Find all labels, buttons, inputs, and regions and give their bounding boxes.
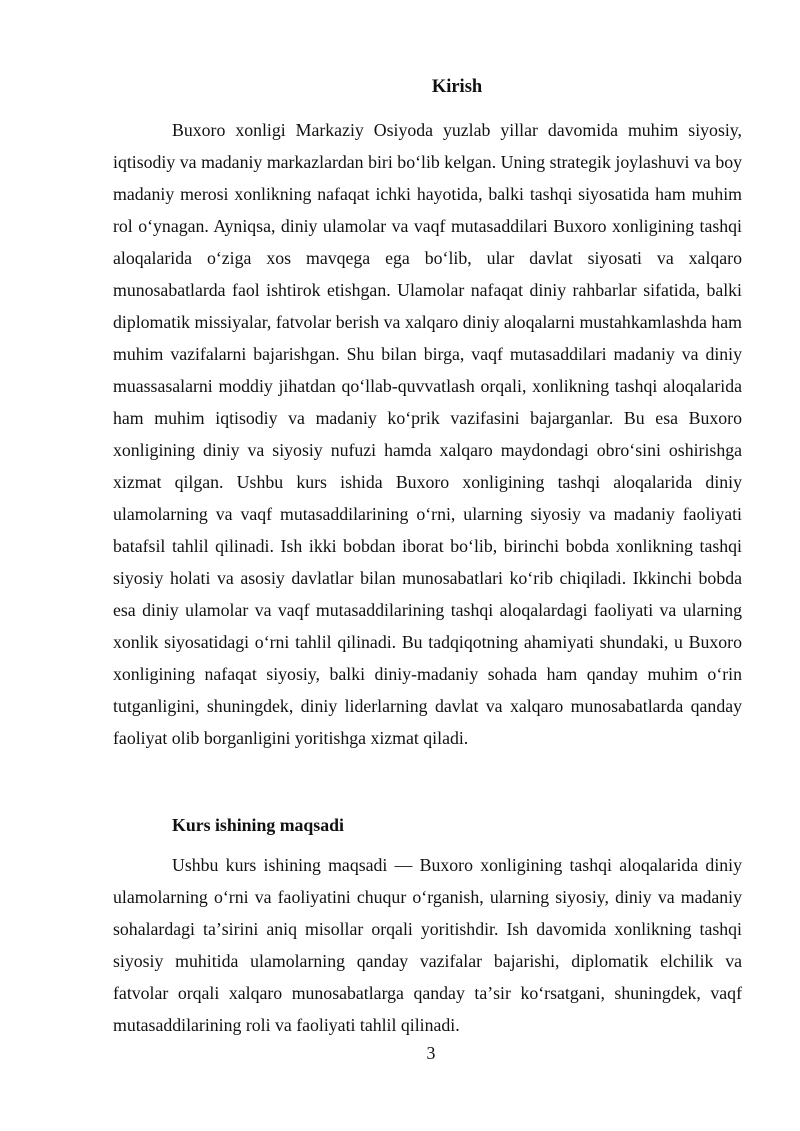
page-number: 3 xyxy=(426,1043,436,1063)
goal-paragraph: Ushbu kurs ishining maqsadi — Buxoro xonligining tashqi aloqalarida diniy ulamolarning oʻrni va faoliyatini chuqur oʻrganish, ularning siyosiy, diniy va madaniy sohalardagi taʼsirini aniq misollar orqali yoritishdir. Ish davomida xonlikning tashqi siyosiy muhitida ulamolarning qanday vazifalar bajarishi, diplomatik elchilik va fatvolar orqali xalqaro munosabatlarga qanday taʼsir koʻrsatgani, shuningdek, vaqf mutasaddilarining roli va faoliyati tahlil qilinadi. xyxy=(113,855,742,1035)
intro-paragraph: Buxoro xonligi Markaziy Osiyoda yuzlab yillar davomida muhim siyosiy, iqtisodiy va madaniy markazlardan biri boʻlib kelgan. Uning strategik joylashuvi va boy madaniy merosi xonlikning nafaqat ichki hayotida, balki tashqi siyosatida ham muhim rol oʻynagan. Ayniqsa, diniy ulamolar va vaqf mutasaddilari Buxoro xonligining tashqi aloqalarida oʻziga xos mavqega ega boʻlib, ular davlat siyosati va xalqaro munosabatlarda faol ishtirok etishgan. Ulamolar nafaqat diniy rahbarlar sifatida, balki diplomatik missiyalar, fatvolar berish va xalqaro diniy aloqalarni mustahkamlashda ham muhim vazifalarni bajarishgan. Shu bilan birga, vaqf mutasaddilari madaniy va diniy muassasalarni moddiy jihatdan qoʻllab-quvvatlash orqali, xonlikning tashqi aloqalarida ham muhim iqtisodiy va madaniy koʻprik vazifasini bajarganlar. Bu esa Buxoro xonligining diniy va siyosiy nufuzi hamda xalqaro maydondagi obroʻsini oshirishga xizmat qilgan. Ushbu kurs ishida Buxoro xonligining tashqi aloqalarida diniy ulamolarning va vaqf mutasaddilarining oʻrni, ularning siyosiy va madaniy faoliyati batafsil tahlil qilinadi. Ish ikki bobdan iborat boʻlib, birinchi bobda xonlikning tashqi siyosiy holati va asosiy davlatlar bilan munosabatlari koʻrib chiqiladi. Ikkinchi bobda esa diniy ulamolar va vaqf mutasaddilarining tashqi aloqalardagi faoliyati va ularning xonlik siyosatidagi oʻrni tahlil qilinadi. Bu tadqiqotning ahamiyati shundaki, u Buxoro xonligining nafaqat siyosiy, balki diniy-madaniy sohada ham qanday muhim oʻrin tutganligini, shuningdek, diniy liderlarning davlat va xalqaro munosabatlarda qanday faoliyat olib borganligini yoritishga xizmat qiladi. xyxy=(113,120,742,748)
section-heading: Kirish xyxy=(431,77,483,97)
goal-subheading: Kurs ishining maqsadi xyxy=(172,815,344,835)
